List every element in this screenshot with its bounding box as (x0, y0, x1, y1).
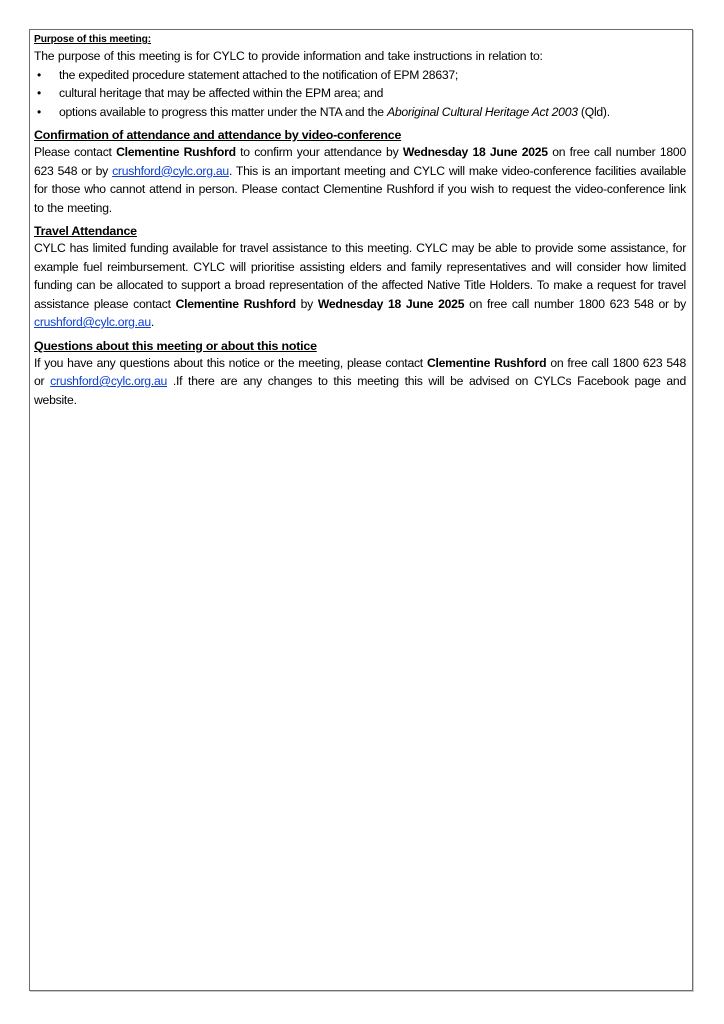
purpose-list-item (34, 103, 686, 122)
confirmation-text-2: to confirm your attendance by (235, 145, 403, 159)
travel-body (34, 239, 686, 332)
email-link[interactable]: crushford@cylc.org.au (34, 315, 151, 329)
rsvp-date: Wednesday 18 June 2025 (402, 145, 548, 159)
section-travel (34, 223, 686, 332)
travel-heading: Travel Attendance (34, 224, 137, 238)
email-link[interactable]: crushford@cylc.org.au (50, 374, 168, 388)
contact-name: Clementine Rushford (116, 145, 236, 159)
purpose-heading: Purpose of this meeting: (34, 34, 152, 45)
questions-text-3: .If there are any changes to this meeting this will be advised on CYLCs Facebook page and website. (34, 374, 686, 407)
section-purpose (34, 33, 686, 121)
travel-text-3: on free call number 1800 623 548 or by (464, 296, 686, 311)
email-link[interactable]: crushford@cylc.org.au (112, 163, 229, 178)
questions-text-1: If you have any questions about this notice or the meeting, please contact (34, 355, 427, 370)
travel-text-4: . (150, 315, 154, 329)
bullet-icon: • (37, 86, 41, 100)
notice-frame (29, 29, 693, 991)
section-confirmation (34, 127, 686, 217)
purpose-item-text-post: (Qld). (577, 104, 610, 119)
act-title: Aboriginal Cultural Heritage Act 2003 (386, 104, 578, 119)
purpose-item-text: the expedited procedure statement attached to the notification of EPM 28637; (59, 67, 459, 82)
confirmation-text-1: Please contact (34, 145, 117, 159)
confirmation-text-4: . This is an important meeting and CYLC will make video-conference facilities available for those who cannot attend in person. Please contact Clementine Rushford if you wish to request the video-conference link to the meeting. (34, 163, 686, 215)
contact-name: Clementine Rushford (175, 296, 296, 311)
questions-heading: Questions about this meeting or about this notice (34, 338, 317, 353)
purpose-intro: The purpose of this meeting is for CYLC to provide information and take instructions in relation to: (34, 49, 543, 63)
rsvp-date: Wednesday 18 June 2025 (317, 296, 465, 311)
purpose-list (34, 66, 686, 122)
bullet-icon: • (37, 104, 41, 119)
confirmation-body (34, 143, 686, 217)
travel-text-2: by (295, 296, 318, 311)
contact-name: Clementine Rushford (426, 355, 547, 370)
confirmation-heading: Confirmation of attendance and attendance by video-conference (34, 128, 402, 142)
purpose-list-item (34, 66, 686, 85)
purpose-item-text: cultural heritage that may be affected within the EPM area; and (59, 86, 384, 100)
purpose-list-item (34, 84, 686, 103)
section-questions (34, 338, 686, 410)
travel-text-1: CYLC has limited funding available for travel assistance to this meeting. CYLC may be able to provide some assistance, for example fuel reimbursement. CYLC will prioritise assisting elders and family representatives and will consider how limited funding can be allocated to support a broad representation of the affected Native Title Holders. To make a request for travel assistance please contact (34, 241, 686, 311)
confirmation-text-3: on free call number 1800 623 548 or by (34, 145, 686, 178)
questions-body (34, 354, 686, 410)
purpose-item-text-pre: options available to progress this matter under the NTA and the (59, 104, 387, 119)
questions-text-2: on free call 1800 623 548 or (34, 355, 686, 388)
bullet-icon: • (37, 67, 41, 82)
